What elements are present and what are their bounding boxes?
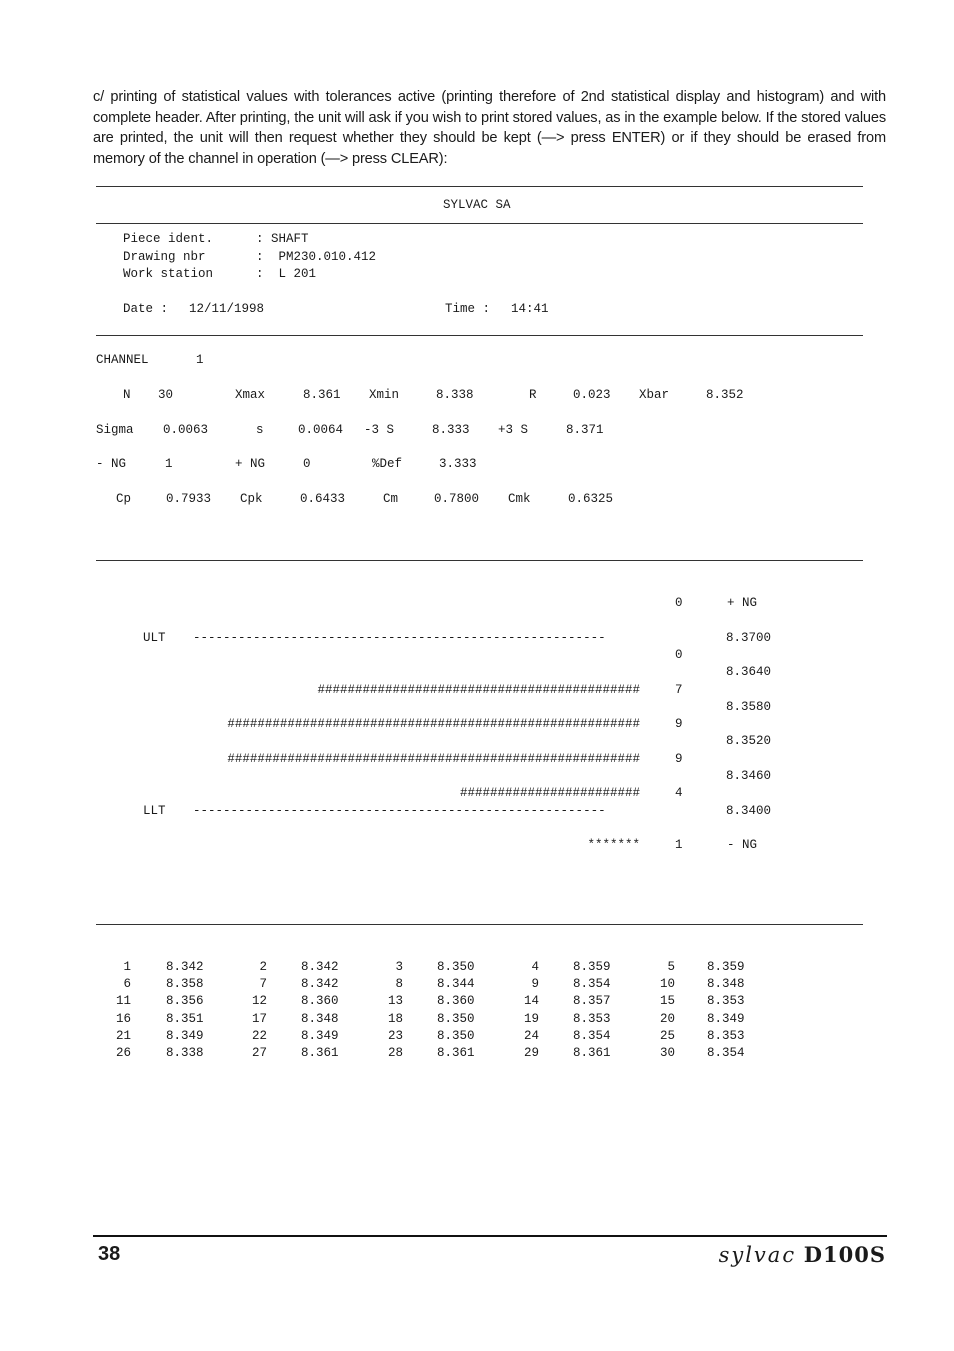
hist-bottom-count: 1 <box>675 838 683 852</box>
value-reading: 8.342 <box>301 977 339 992</box>
piece-value: : SHAFT <box>256 232 309 246</box>
value-reading: 8.350 <box>437 1028 475 1043</box>
value-reading: 8.349 <box>301 1028 339 1043</box>
value-index: 2 <box>259 960 267 974</box>
value-index: 7 <box>259 977 267 992</box>
hist-bottom-label: - NG <box>727 838 758 852</box>
divider <box>96 924 863 925</box>
divider <box>96 223 863 224</box>
value-reading: 8.361 <box>301 1046 339 1060</box>
stat-value: 1 <box>165 457 173 471</box>
stat-label: + NG <box>235 457 266 471</box>
value-reading: 8.344 <box>437 977 475 992</box>
histogram-limit: 8.3520 <box>726 734 772 748</box>
stat-value: 0.7800 <box>434 492 480 506</box>
drawing-value: : PM230.010.412 <box>256 250 377 264</box>
llt-label: LLT <box>143 804 166 818</box>
value-reading: 8.349 <box>707 1011 745 1026</box>
divider <box>96 335 863 336</box>
histogram-bar: ####################################################### <box>227 751 640 766</box>
value-index: 20 <box>659 1011 675 1026</box>
divider <box>96 186 863 187</box>
stat-label: Xmax <box>235 388 266 402</box>
time-label: Time : <box>445 302 491 316</box>
value-reading: 8.353 <box>707 994 745 1009</box>
value-index: 4 <box>531 960 539 974</box>
ult-label: ULT <box>143 631 166 645</box>
stat-value: 8.371 <box>566 423 604 437</box>
value-index: 13 <box>387 994 403 1009</box>
value-index: 22 <box>251 1028 267 1043</box>
value-reading: 8.354 <box>573 977 611 992</box>
stat-label: s <box>256 423 264 437</box>
value-reading: 8.353 <box>573 1011 611 1026</box>
value-index: 6 <box>123 977 131 992</box>
date-label: Date : <box>123 302 169 316</box>
value-reading: 8.359 <box>573 960 611 974</box>
stat-label: Cm <box>383 492 399 506</box>
histogram-count: 4 <box>675 786 683 800</box>
station-value: : L 201 <box>256 267 317 281</box>
value-index: 25 <box>659 1028 675 1043</box>
stat-value: 8.338 <box>436 388 474 402</box>
channel-label: CHANNEL <box>96 353 149 367</box>
stat-label: %Def <box>372 457 403 471</box>
histogram-bar: ####################################################### <box>227 717 640 731</box>
value-reading: 8.354 <box>707 1046 745 1060</box>
stat-value: 0.7933 <box>166 492 212 506</box>
value-index: 5 <box>667 960 675 974</box>
histogram-limit: 8.3580 <box>726 699 772 714</box>
page-number: 38 <box>98 1243 121 1265</box>
value-index: 1 <box>123 960 131 974</box>
station-label: Work station <box>123 267 214 281</box>
company-name: SYLVAC SA <box>443 198 511 212</box>
histogram-count: 9 <box>675 751 683 766</box>
channel-value: 1 <box>196 353 204 367</box>
value-index: 9 <box>531 977 539 992</box>
stat-label: Cp <box>116 492 132 506</box>
value-index: 11 <box>115 994 131 1009</box>
stat-value: 0.0063 <box>163 423 209 437</box>
stat-value: 8.361 <box>303 388 341 402</box>
brand-logo <box>719 1242 886 1267</box>
value-index: 16 <box>115 1011 131 1026</box>
value-reading: 8.349 <box>166 1028 204 1043</box>
stat-label: -3 S <box>364 423 395 437</box>
value-reading: 8.356 <box>166 994 204 1009</box>
value-index: 8 <box>395 977 403 992</box>
value-index: 15 <box>659 994 675 1009</box>
value-index: 23 <box>387 1028 403 1043</box>
footer-rule <box>93 1235 887 1237</box>
value-reading: 8.350 <box>437 1011 475 1026</box>
value-reading: 8.351 <box>166 1011 204 1026</box>
value-reading: 8.357 <box>573 994 611 1009</box>
value-reading: 8.342 <box>301 960 339 974</box>
histogram-count: 0 <box>675 648 683 662</box>
value-index: 24 <box>523 1028 539 1043</box>
value-reading: 8.348 <box>301 1011 339 1026</box>
stat-label: Cpk <box>240 492 263 506</box>
value-index: 21 <box>115 1028 131 1043</box>
stat-label: - NG <box>96 457 127 471</box>
stat-label: Xbar <box>639 388 670 402</box>
value-index: 12 <box>251 994 267 1009</box>
histogram-count: 9 <box>675 717 683 731</box>
value-reading: 8.360 <box>437 994 475 1009</box>
value-index: 10 <box>659 977 675 992</box>
logo-model: D100S <box>803 1242 886 1267</box>
value-reading: 8.359 <box>707 960 745 974</box>
value-reading: 8.354 <box>573 1028 611 1043</box>
value-index: 3 <box>395 960 403 974</box>
stat-value: 30 <box>158 388 174 402</box>
value-index: 18 <box>387 1011 403 1026</box>
value-reading: 8.361 <box>437 1046 475 1060</box>
hist-top-label: + NG <box>727 596 758 610</box>
date-value: 12/11/1998 <box>189 302 265 316</box>
stat-value: 8.352 <box>706 388 744 402</box>
stat-label: Cmk <box>508 492 531 506</box>
hist-top-count: 0 <box>675 596 683 610</box>
value-reading: 8.338 <box>166 1046 204 1060</box>
stat-value: 0.6433 <box>300 492 346 506</box>
time-value: 14:41 <box>511 302 549 316</box>
logo-brand: sylvac <box>718 1243 797 1267</box>
stat-label: Sigma <box>96 423 134 437</box>
stat-value: 0.023 <box>573 388 611 402</box>
value-index: 19 <box>523 1011 539 1026</box>
histogram-limit: 8.3640 <box>726 665 772 679</box>
divider <box>96 560 863 561</box>
value-reading: 8.350 <box>437 960 475 974</box>
stat-value: 8.333 <box>432 423 470 437</box>
stat-value: 3.333 <box>439 457 477 471</box>
hist-bottom-bar: ******* <box>587 838 640 852</box>
drawing-label: Drawing nbr <box>123 250 206 264</box>
llt-value: 8.3400 <box>726 804 772 818</box>
stat-label: N <box>123 388 131 402</box>
stat-value: 0 <box>303 457 311 471</box>
value-index: 29 <box>523 1046 539 1060</box>
piece-label: Piece ident. <box>123 232 214 246</box>
ult-value: 8.3700 <box>726 631 772 645</box>
histogram-bar: ########################################### <box>317 682 640 697</box>
llt-line: ------------------------------------------------------- <box>193 804 606 818</box>
value-index: 28 <box>387 1046 403 1060</box>
ult-line: ------------------------------------------------------- <box>193 631 606 645</box>
stat-label: Xmin <box>369 388 400 402</box>
histogram-count: 7 <box>675 682 683 697</box>
value-reading: 8.353 <box>707 1028 745 1043</box>
value-index: 27 <box>251 1046 267 1060</box>
value-reading: 8.360 <box>301 994 339 1009</box>
value-index: 17 <box>251 1011 267 1026</box>
value-index: 26 <box>115 1046 131 1060</box>
value-reading: 8.358 <box>166 977 204 992</box>
stat-label: R <box>529 388 537 402</box>
value-reading: 8.342 <box>166 960 204 974</box>
value-index: 14 <box>523 994 539 1009</box>
value-reading: 8.348 <box>707 977 745 992</box>
value-reading: 8.361 <box>573 1046 611 1060</box>
stat-label: +3 S <box>498 423 529 437</box>
histogram-bar: ######################## <box>459 786 640 800</box>
histogram-limit: 8.3460 <box>726 768 772 783</box>
value-index: 30 <box>659 1046 675 1060</box>
intro-paragraph: c/ printing of statistical values with tolerances active (printing therefore of 2nd statistical display and histogram) and with complete header. After printing, the unit will ask if you wish to print stored values, as in the example below. If the stored values are printed, the unit will then request whether they should be kept (—> press ENTER) or if they should be erased from memory of the channel in operation (—> press CLEAR): <box>93 89 886 167</box>
stat-value: 0.6325 <box>568 492 614 506</box>
stat-value: 0.0064 <box>298 423 344 437</box>
